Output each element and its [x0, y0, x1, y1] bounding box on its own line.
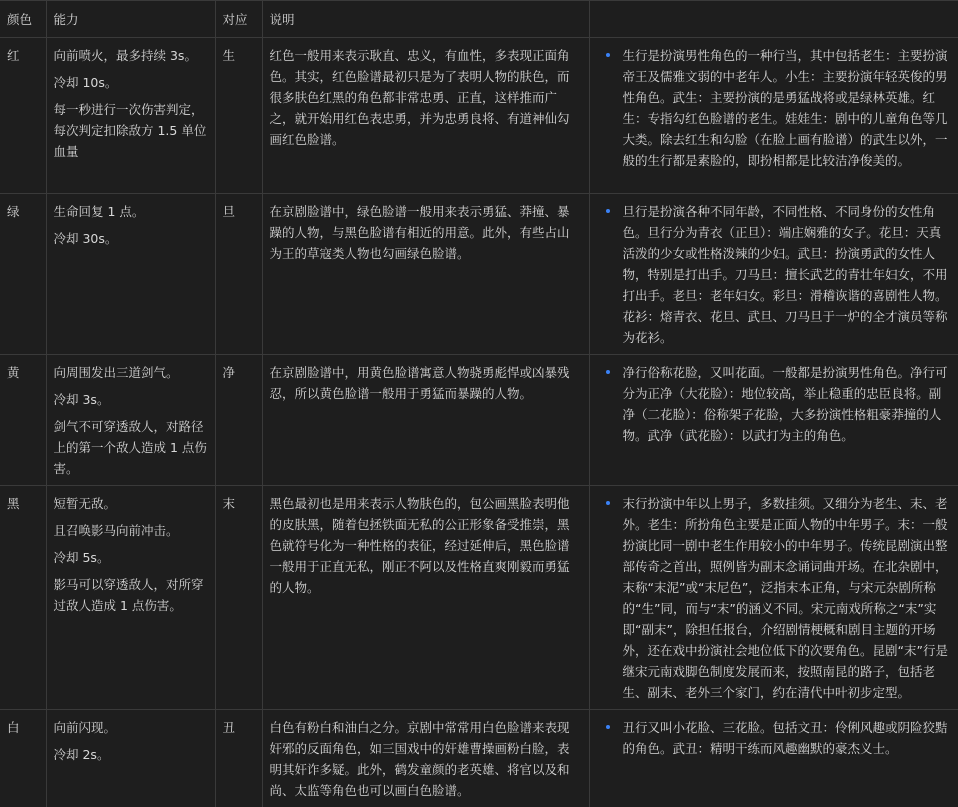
header-ability: 能力 — [46, 1, 215, 38]
note-cell — [589, 710, 958, 807]
bullet-icon — [606, 501, 610, 505]
bullet-icon — [606, 370, 610, 374]
header-role: 对应 — [215, 1, 262, 38]
desc-cell: 白色有粉白和油白之分。京剧中常常用白色脸谱来表现奸邪的反面角色，如三国戏中的奸雄曹操画粉白脸，表明其奸诈多疑。此外，鹤发童颜的老英雄、将官以及和尚、太监等角色也可以画白色脸谱。 — [262, 710, 589, 807]
desc-cell: 在京剧脸谱中，用黄色脸谱寓意人物骁勇彪悍或凶暴残忍，所以黄色脸谱一般用于勇猛而暴躁的人物。 — [262, 355, 589, 486]
ability-line: 冷却 10s。 — [54, 72, 208, 93]
color-cell: 黄 — [0, 355, 46, 486]
color-cell: 绿 — [0, 194, 46, 355]
desc-cell: 红色一般用来表示耿直、忠义，有血性，多表现正面角色。其实，红色脸谱最初只是为了表明人物的肤色，而很多肤色红黑的角色都非常忠勇、正直，这样推而广之，就开始用红色表忠勇，并为忠勇良将、有道神仙勾画红色脸谱。 — [262, 38, 589, 194]
ability-cell — [46, 486, 215, 710]
note-cell — [589, 355, 958, 486]
header-note — [589, 1, 958, 38]
note-text: 末行扮演中年以上男子，多数挂须。又细分为老生、末、老外。老生：所扮角色主要是正面人物的中年男子。末：一般扮演比同一剧中老生作用较小的中年男子。传统昆剧演出整部传奇之首出，照例皆为副末念诵词曲开场。在北杂剧中，末称“末泥”或“末尼色”，泛指末本正角，与宋元杂剧所称的“生”同，而与“末”的涵义不同。宋元南戏所称之“末”实即“副末”，除担任报台，介绍剧情梗概和剧目主题的开场外，还在戏中扮演社会地位低下的次要角色。昆剧“末”行是继宋元南戏脚色制度发展而来，按照南昆的路子，包括老生、副末、老外三个家门，约在清代中叶初步定型。 — [623, 496, 948, 700]
table-header-row — [0, 1, 958, 38]
ability-line: 向周围发出三道剑气。 — [54, 362, 208, 383]
table-row — [0, 486, 958, 710]
note-text: 净行俗称花脸，又叫花面。一般都是扮演男性角色。净行可分为正净（大花脸）：地位较高，举止稳重的忠臣良将。副净（二花脸）：俗称架子花脸，大多扮演性格粗豪莽撞的人物。武净（武花脸）：以武打为主的角色。 — [623, 365, 948, 443]
note-text: 生行是扮演男性角色的一种行当，其中包括老生：主要扮演帝王及儒雅文弱的中老年人。小生：主要扮演年轻英俊的男性角色。武生：主要扮演的是勇猛战将或是绿林英雄。红生：专指勾红色脸谱的老生。娃娃生：剧中的儿童角色等几大类。除去红生和勾脸（在脸上画有脸谱）的武生以外，一般的生行都是素脸的，即扮相都是比较洁净俊美的。 — [623, 48, 948, 168]
note-text: 丑行又叫小花脸、三花脸。包括文丑：伶俐风趣或阴险狡黠的角色。武丑：精明干练而风趣幽默的豪杰义士。 — [623, 720, 948, 756]
note-cell — [589, 194, 958, 355]
color-cell: 黑 — [0, 486, 46, 710]
bullet-icon — [606, 53, 610, 57]
note-cell — [589, 38, 958, 194]
desc-cell: 在京剧脸谱中，绿色脸谱一般用来表示勇猛、莽撞、暴躁的人物，与黑色脸谱有相近的用意。此外，有些占山为王的草寇类人物也勾画绿色脸谱。 — [262, 194, 589, 355]
role-cell: 生 — [215, 38, 262, 194]
role-cell: 净 — [215, 355, 262, 486]
ability-line: 每一秒进行一次伤害判定，每次判定扣除敌方 1.5 单位血量 — [54, 99, 208, 162]
ability-line: 剑气不可穿透敌人，对路径上的第一个敌人造成 1 点伤害。 — [54, 416, 208, 479]
ability-line: 短暂无敌。 — [54, 493, 208, 514]
note-text: 旦行是扮演各种不同年龄，不同性格、不同身份的女性角色。旦行分为青衣（正旦）：端庄娴雅的女子。花旦：天真活泼的少女或性格泼辣的少妇。武旦：扮演勇武的女性人物，特别是打出手。刀马旦：擅长武艺的青壮年妇女，不用打出手。老旦：老年妇女。彩旦：滑稽诙谐的喜剧性人物。花衫：熔青衣、花旦、武旦、刀马旦于一炉的全才演员等称为花衫。 — [623, 204, 948, 345]
bullet-icon — [606, 725, 610, 729]
ability-line: 生命回复 1 点。 — [54, 201, 208, 222]
header-desc: 说明 — [262, 1, 589, 38]
table-row — [0, 194, 958, 355]
color-cell: 白 — [0, 710, 46, 807]
role-cell: 丑 — [215, 710, 262, 807]
header-color: 颜色 — [0, 1, 46, 38]
ability-line: 向前喷火，最多持续 3s。 — [54, 45, 208, 66]
bullet-icon — [606, 209, 610, 213]
ability-line: 冷却 2s。 — [54, 744, 208, 765]
role-cell: 旦 — [215, 194, 262, 355]
ability-cell — [46, 710, 215, 807]
ability-line: 向前闪现。 — [54, 717, 208, 738]
note-cell — [589, 486, 958, 710]
desc-cell: 黑色最初也是用来表示人物肤色的，包公画黑脸表明他的皮肤黑，随着包拯铁面无私的公正形象备受推崇，黑色就符号化为一种性格的表征，经过延伸后，黑色脸谱一般用于正直无私，刚正不阿以及性格直爽刚毅而勇猛的人物。 — [262, 486, 589, 710]
ability-line: 冷却 30s。 — [54, 228, 208, 249]
ability-line: 冷却 5s。 — [54, 547, 208, 568]
role-cell: 末 — [215, 486, 262, 710]
table-row — [0, 355, 958, 486]
ability-line: 且召唤影马向前冲击。 — [54, 520, 208, 541]
color-cell: 红 — [0, 38, 46, 194]
ability-line: 影马可以穿透敌人，对所穿过敌人造成 1 点伤害。 — [54, 574, 208, 616]
table-row — [0, 710, 958, 807]
table-row — [0, 38, 958, 194]
ability-cell — [46, 194, 215, 355]
ability-cell — [46, 355, 215, 486]
ability-line: 冷却 3s。 — [54, 389, 208, 410]
ability-cell — [46, 38, 215, 194]
